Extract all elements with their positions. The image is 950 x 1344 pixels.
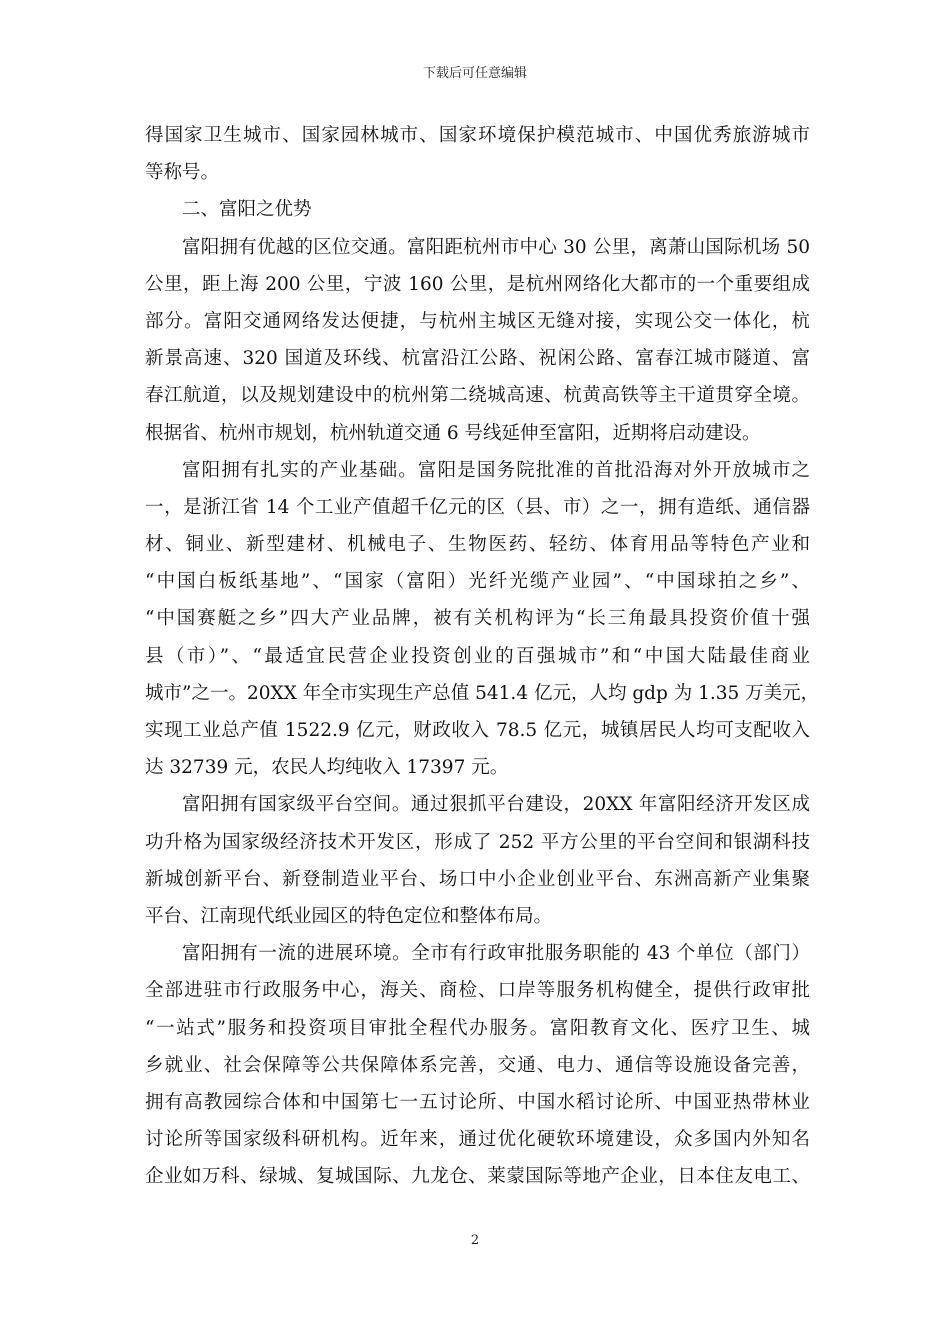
body-line: 实现工业总产值 1522.9 亿元，财政收入 78.5 亿元，城镇居民人均可支配收入 <box>145 720 810 741</box>
page-number: 2 <box>470 1233 480 1248</box>
body-line: 县（市）”、“最适宜民营企业投资创业的百强城市”和“中国大陆最佳商业 <box>145 645 810 667</box>
body-line: 拥有高教园综合体和中国第七一五讨论所、中国水稻讨论所、中国亚热带林业 <box>145 1091 810 1113</box>
body-line: 乡就业、社会保障等公共保障体系完善，交通、电力、通信等设施设备完善， <box>145 1054 810 1076</box>
body-line: 讨论所等国家级科研机构。近年来，通过优化硬软环境建设，众多国内外知名 <box>145 1129 810 1151</box>
body-line: 根据省、杭州市规划，杭州轨道交通 6 号线延伸至富阳，近期将启动建设。 <box>145 422 761 444</box>
body-line: 材、铜业、新型建材、机械电子、生物医药、轻纺、体育用品等特色产业和 <box>145 534 810 556</box>
body-line: 富阳拥有优越的区位交通。富阳距杭州市中心 30 公里，离萧山国际机场 50 <box>182 236 810 258</box>
body-line: 一，是浙江省 14 个工业产值超千亿元的区（县、市）之一，拥有造纸、通信器 <box>145 496 810 518</box>
section-heading: 二、富阳之优势 <box>182 199 312 221</box>
body-line: 平台、江南现代纸业园区的特色定位和整体布局。 <box>145 905 553 927</box>
body-line: “中国赛艇之乡”四大产业品牌，被有关机构评为“长三角最具投资价值十强 <box>145 608 810 630</box>
body-line: 富阳拥有一流的进展环境。全市有行政审批服务职能的 43 个单位（部门） <box>182 943 810 965</box>
body-line: 达 32739 元，农民人均纯收入 17397 元。 <box>145 757 509 779</box>
body-line: 春江航道，以及规划建设中的杭州第二绕城高速、杭黄高铁等主干道贯穿全境。 <box>145 385 810 407</box>
body-line: 富阳拥有国家级平台空间。通过狠抓平台建设，20XX 年富阳经济开发区成 <box>182 794 810 816</box>
page-header: 下载后可任意编辑 <box>422 66 527 81</box>
document-body <box>145 117 820 1195</box>
body-line: 企业如万科、绿城、复城国际、九龙仓、莱蒙国际等地产企业，日本住友电工、 <box>145 1166 810 1188</box>
body-line: “一站式”服务和投资项目审批全程代办服务。富阳教育文化、医疗卫生、城 <box>145 1017 810 1039</box>
body-line: 得国家卫生城市、国家园林城市、国家环境保护模范城市、中国优秀旅游城市 <box>145 125 810 146</box>
body-line: 全部进驻市行政服务中心，海关、商检、口岸等服务机构健全，提供行政审批 <box>145 980 810 1002</box>
body-line: 新城创新平台、新登制造业平台、场口中小企业创业平台、东洲高新产业集聚 <box>145 868 810 890</box>
body-line: 公里，距上海 200 公里，宁波 160 公里，是杭州网络化大都市的一个重要组成 <box>145 273 810 295</box>
body-line: 富阳拥有扎实的产业基础。富阳是国务院批准的首批沿海对外开放城市之 <box>182 459 810 481</box>
body-line: 功升格为国家级经济技术开发区，形成了 252 平方公里的平台空间和银湖科技 <box>145 831 810 853</box>
body-line: 城市”之一。20XX 年全市实现生产总值 541.4 亿元，人均 gdp 为 1.35 万美元， <box>145 682 820 704</box>
body-line: 部分。富阳交通网络发达便捷，与杭州主城区无缝对接，实现公交一体化，杭 <box>145 310 810 332</box>
body-line: 等称号。 <box>145 162 220 184</box>
body-line: “中国白板纸基地”、“国家（富阳）光纤光缆产业园”、“中国球拍之乡”、 <box>145 571 810 593</box>
body-line: 新景高速、320 国道及环线、杭富沿江公路、祝闲公路、富春江城市隧道、富 <box>145 348 810 370</box>
